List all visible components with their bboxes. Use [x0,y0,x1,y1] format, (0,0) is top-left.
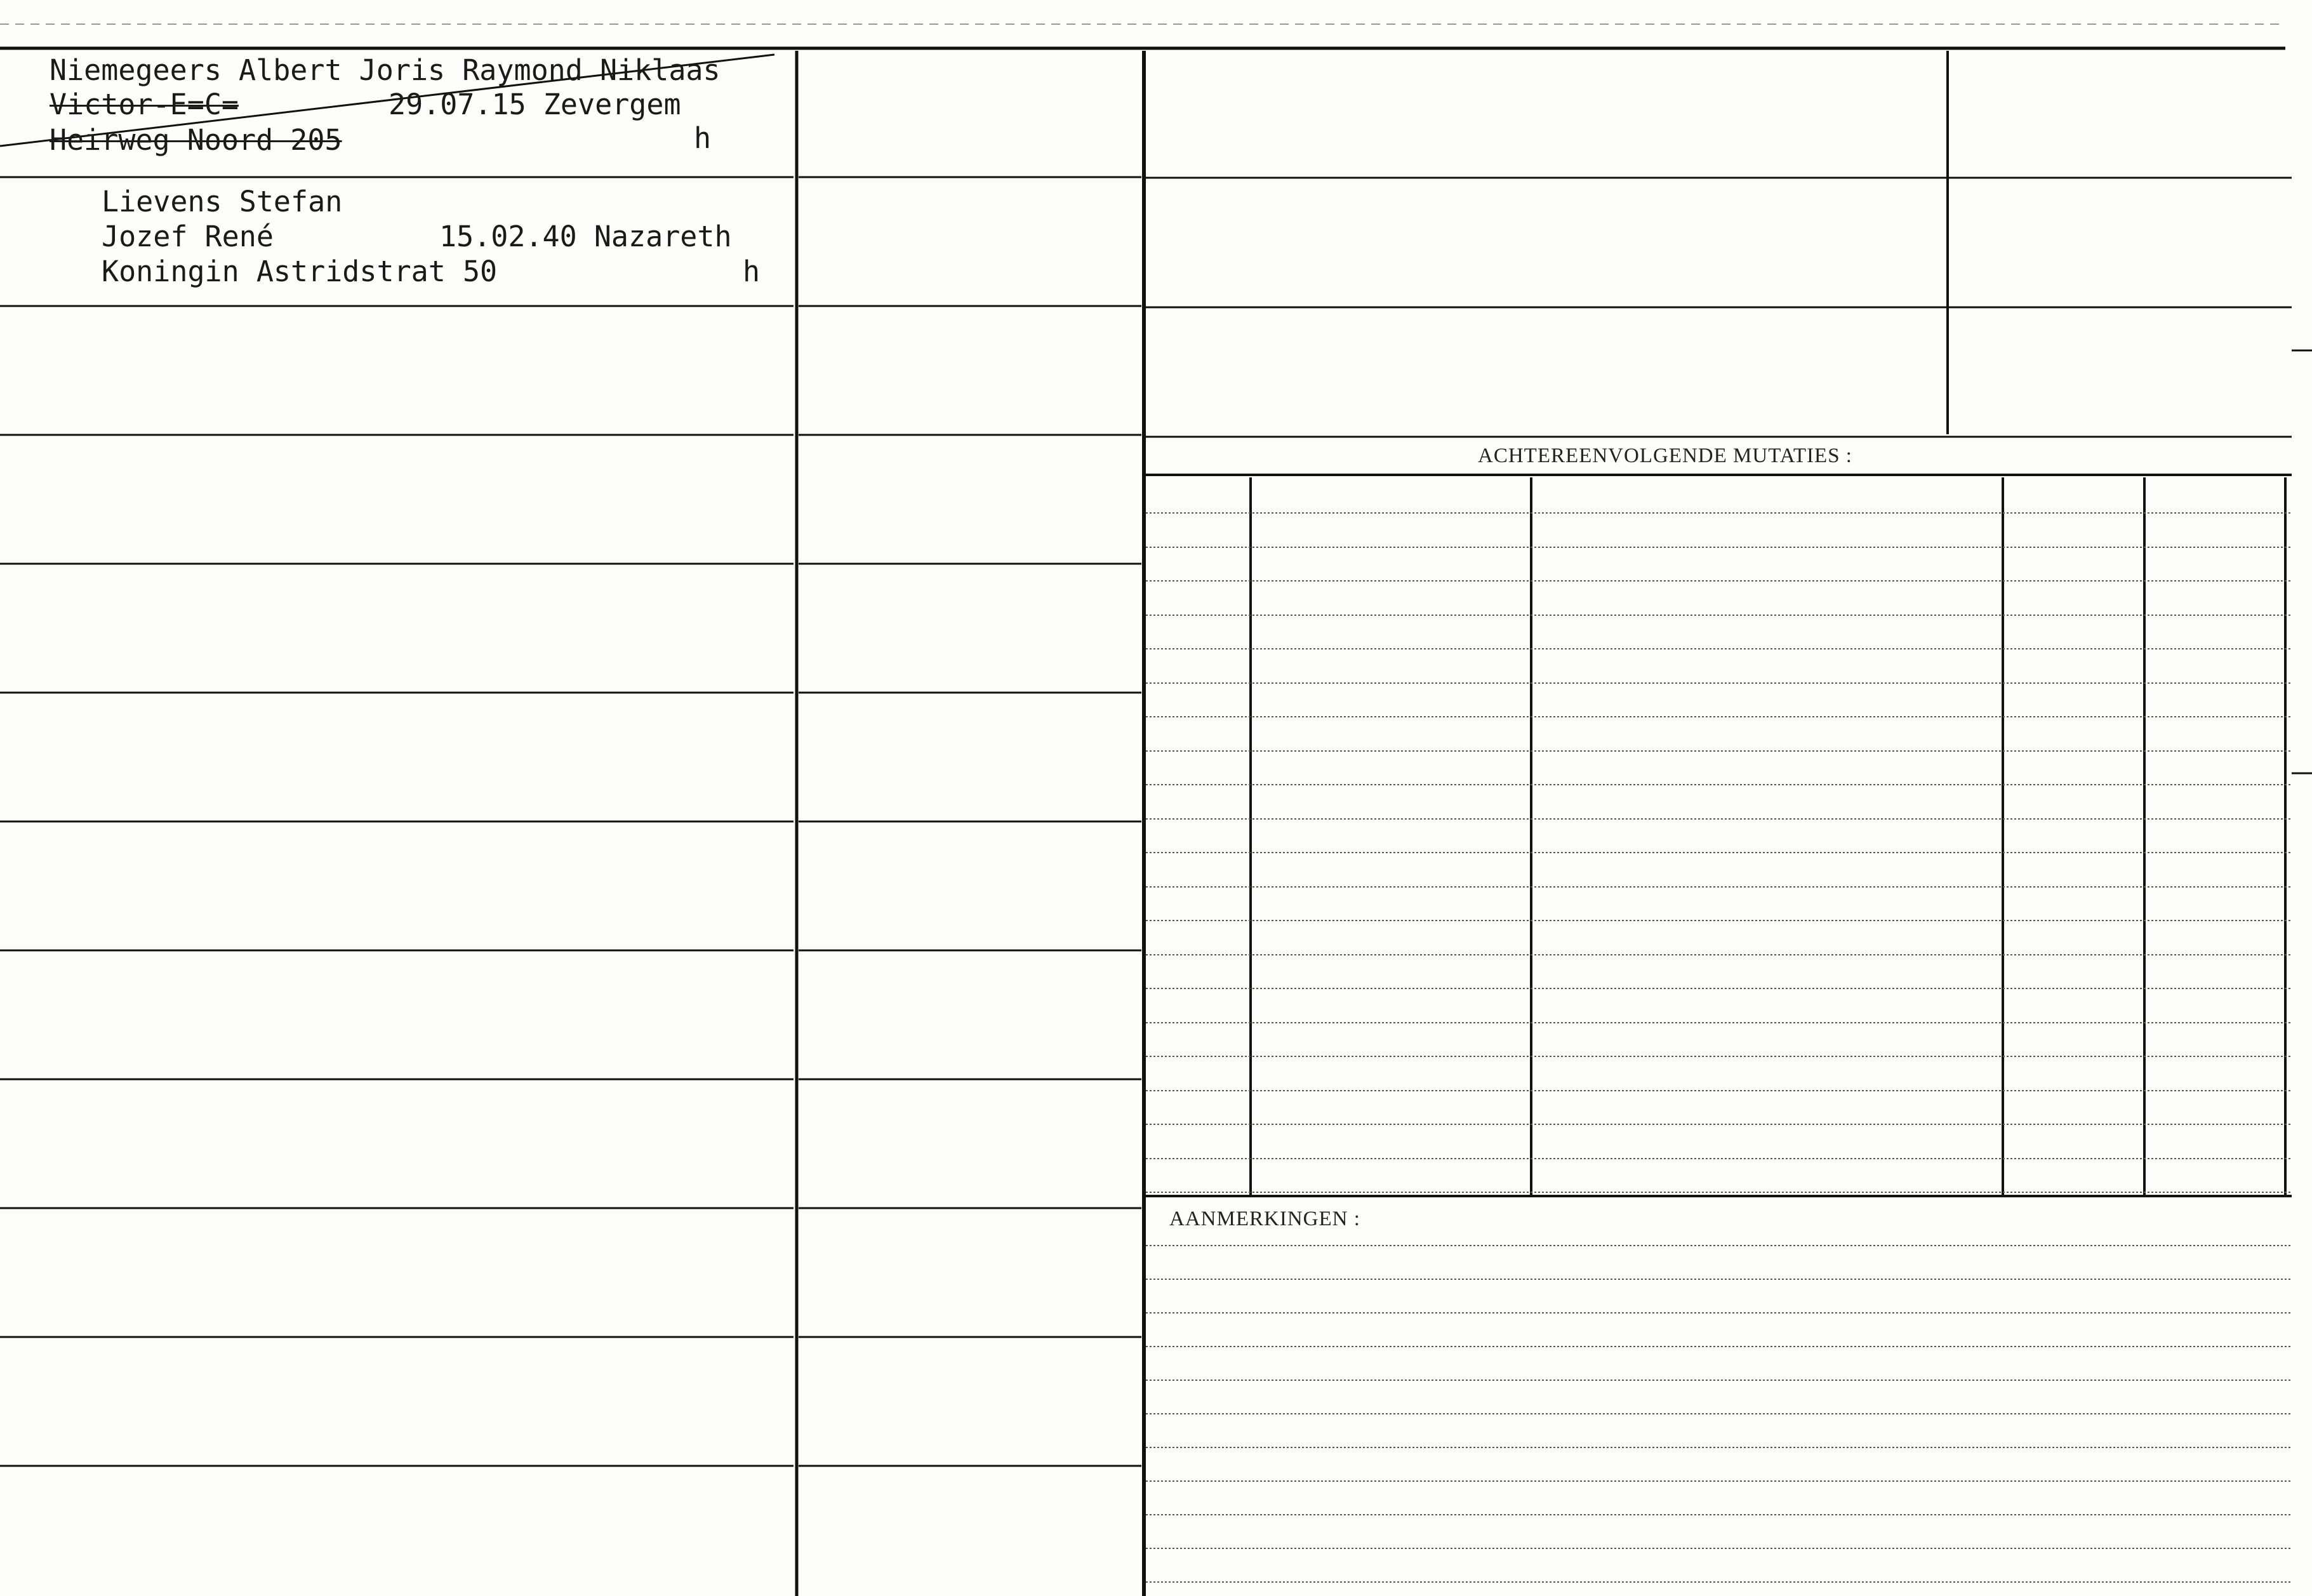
entry-1-birth: 29.07.15 Zevergem [389,88,681,121]
entry-1-first-names: Victor-E=C= [50,88,239,121]
remarks-heading: AANMERKINGEN : [1169,1207,1360,1230]
entry-2-address: Koningin Astridstrat 50 [102,255,498,288]
entry-1-code: h [694,121,712,155]
mutations-heading: ACHTEREENVOLGENDE MUTATIES : [1478,444,1852,467]
entry-2-birth: 15.02.40 Nazareth [439,220,732,253]
entry-1-name: Niemegeers Albert Joris Raymond Niklaas [50,53,721,87]
entry-2-name: Lievens Stefan [102,185,343,218]
entry-1-address: Heirweg Noord 205 [50,123,342,157]
entry-2-first-names: Jozef René [102,220,274,253]
entry-2-code: h [743,255,761,288]
